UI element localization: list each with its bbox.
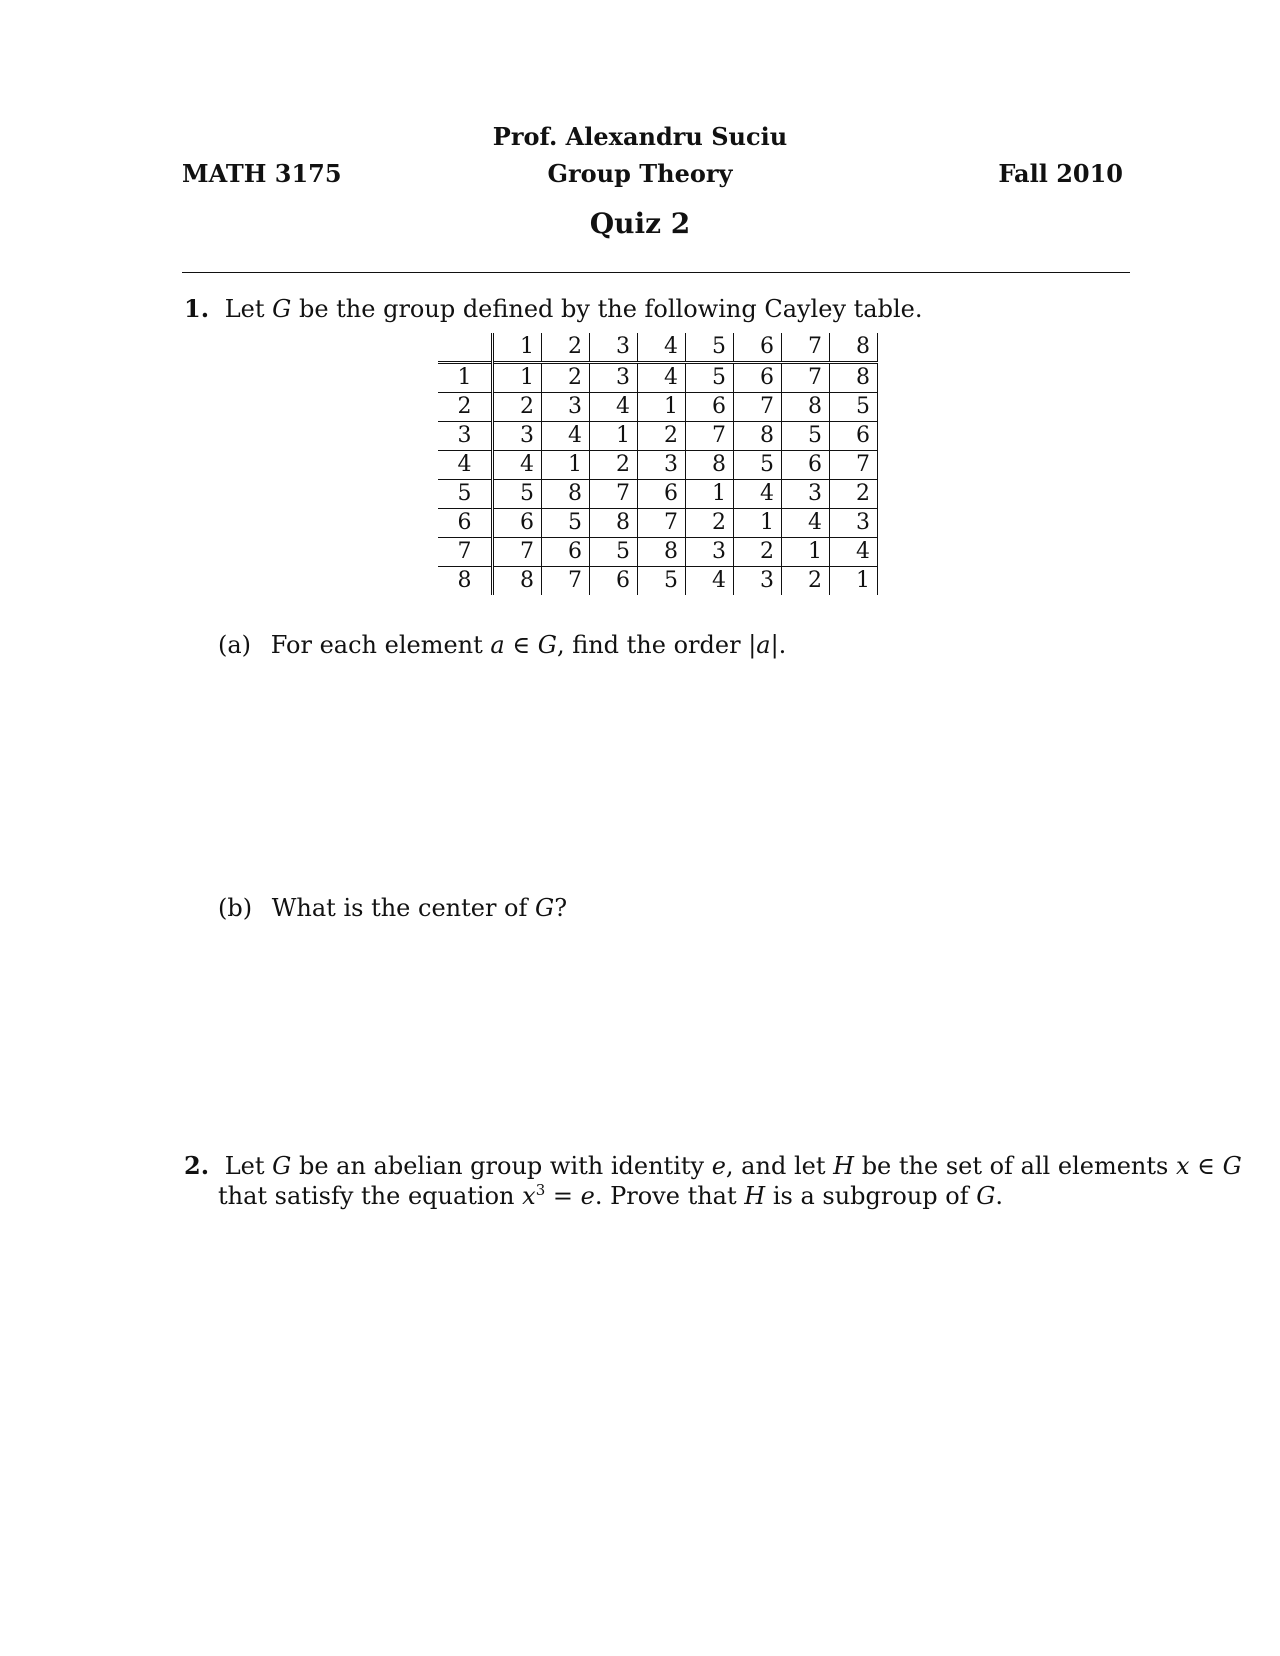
table-body [438, 363, 878, 596]
table-cell: 4 [686, 567, 734, 596]
column-header: 3 [590, 333, 638, 363]
row-header: 6 [438, 509, 493, 538]
table-cell: 1 [493, 363, 542, 393]
table-cell: 5 [734, 451, 782, 480]
table-cell: 8 [830, 363, 878, 393]
table-cell: 1 [686, 480, 734, 509]
table-cell: 4 [782, 509, 830, 538]
table-cell: 8 [638, 538, 686, 567]
table-cell: 6 [542, 538, 590, 567]
table-cell: 6 [734, 363, 782, 393]
table-corner [438, 333, 493, 363]
row-header: 3 [438, 422, 493, 451]
table-cell: 7 [542, 567, 590, 596]
table-cell: 7 [734, 393, 782, 422]
column-header: 8 [830, 333, 878, 363]
term: Fall 2010 [998, 159, 1123, 188]
table-cell: 8 [782, 393, 830, 422]
column-header: 7 [782, 333, 830, 363]
row-header: 7 [438, 538, 493, 567]
table-cell: 2 [542, 363, 590, 393]
row-header: 4 [438, 451, 493, 480]
table-cell: 8 [493, 567, 542, 596]
table-cell: 4 [542, 422, 590, 451]
table-cell: 7 [686, 422, 734, 451]
table-row [438, 567, 878, 596]
header-rule [182, 272, 1130, 273]
table-cell: 1 [542, 451, 590, 480]
table-cell: 5 [638, 567, 686, 596]
table-cell: 4 [734, 480, 782, 509]
table-cell: 2 [830, 480, 878, 509]
table-cell: 3 [782, 480, 830, 509]
column-header: 4 [638, 333, 686, 363]
problem-2-statement-line-2: that satisfy the equation $x^3 = e$. Prove that H is a subgroup of G. [218, 1181, 1004, 1210]
table-cell: 3 [590, 363, 638, 393]
table-cell: 3 [830, 509, 878, 538]
cayley-table [438, 333, 878, 595]
table-row [438, 509, 878, 538]
course-code: MATH 3175 [182, 159, 342, 188]
table-cell: 3 [638, 451, 686, 480]
table-cell: 5 [782, 422, 830, 451]
problem-number: 2. [184, 1151, 210, 1180]
course-title: Group Theory [547, 159, 733, 188]
table-row [438, 480, 878, 509]
table-cell: 2 [686, 509, 734, 538]
problem-1-statement: 1. Let G be the group defined by the following Cayley table. [184, 294, 923, 323]
table-cell: 1 [638, 393, 686, 422]
problem-2-statement: 2. Let G be an abelian group with identity e, and let H be the set of all elements x ∈ G [184, 1151, 1242, 1180]
table-cell: 6 [493, 509, 542, 538]
table-cell: 5 [542, 509, 590, 538]
table-cell: 7 [830, 451, 878, 480]
table-cell: 4 [638, 363, 686, 393]
table-cell: 8 [734, 422, 782, 451]
table-cell: 8 [686, 451, 734, 480]
table-cell: 4 [830, 538, 878, 567]
table-cell: 7 [590, 480, 638, 509]
table-cell: 8 [542, 480, 590, 509]
table-cell: 3 [734, 567, 782, 596]
table-row [438, 363, 878, 393]
table-row [438, 451, 878, 480]
table-cell: 2 [782, 567, 830, 596]
part-b-question: (b) What is the center of G? [218, 894, 568, 922]
row-header: 8 [438, 567, 493, 596]
table-cell: 2 [638, 422, 686, 451]
table-cell: 5 [686, 363, 734, 393]
table-row [438, 393, 878, 422]
table-cell: 5 [493, 480, 542, 509]
column-header: 6 [734, 333, 782, 363]
row-header: 1 [438, 363, 493, 393]
column-header: 5 [686, 333, 734, 363]
table-header-row [438, 333, 878, 363]
table-cell: 2 [493, 393, 542, 422]
table-cell: 4 [590, 393, 638, 422]
table-cell: 1 [590, 422, 638, 451]
table-cell: 6 [782, 451, 830, 480]
table-cell: 1 [830, 567, 878, 596]
table-cell: 5 [590, 538, 638, 567]
row-header: 2 [438, 393, 493, 422]
column-header: 1 [493, 333, 542, 363]
column-header: 2 [542, 333, 590, 363]
table-cell: 4 [493, 451, 542, 480]
table-cell: 5 [830, 393, 878, 422]
table-cell: 6 [638, 480, 686, 509]
table-cell: 7 [782, 363, 830, 393]
table-cell: 8 [590, 509, 638, 538]
quiz-title: Quiz 2 [589, 207, 691, 240]
row-header: 5 [438, 480, 493, 509]
table-cell: 2 [590, 451, 638, 480]
table-cell: 6 [590, 567, 638, 596]
table-row [438, 538, 878, 567]
table-row [438, 422, 878, 451]
table-cell: 3 [542, 393, 590, 422]
professor-name: Prof. Alexandru Suciu [492, 122, 788, 151]
table-cell: 1 [734, 509, 782, 538]
table-cell: 7 [493, 538, 542, 567]
table-cell: 3 [493, 422, 542, 451]
table-cell: 2 [734, 538, 782, 567]
table-cell: 1 [782, 538, 830, 567]
table-cell: 7 [638, 509, 686, 538]
problem-number: 1. [184, 294, 210, 323]
table-cell: 3 [686, 538, 734, 567]
table-cell: 6 [830, 422, 878, 451]
part-a-question: (a) For each element a ∈ G, find the order |a|. [218, 631, 787, 659]
table-cell: 6 [686, 393, 734, 422]
